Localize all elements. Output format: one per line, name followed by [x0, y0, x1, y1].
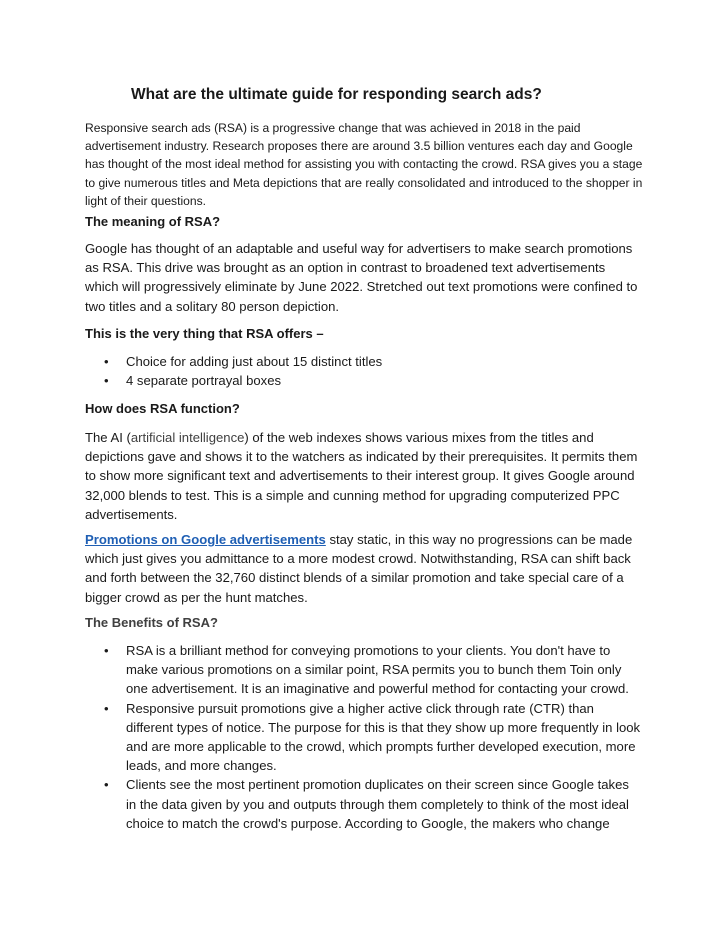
list-item [0, 371, 641, 390]
list-item-text: Choice for adding just about 15 distinct titles [126, 354, 383, 369]
function-heading: How does RSA function? [85, 401, 240, 416]
list-item-text: 4 separate portrayal boxes [126, 373, 282, 389]
bullet-icon: • [104, 777, 109, 793]
static-ads-paragraph [85, 530, 640, 607]
intro-paragraph: Responsive search ads (RSA) is a progressive change that was achieved in 2018 in the paid advertisement industry. Research proposes there are around 3.5 billion ventures each day and Google has thought of the most ideal method for assisting you with contacting the crowd. RSA gives you a stage to give numerous titles and Meta depictions that are really consolidated and introduced to the shopper in light of their questions. [85, 121, 643, 208]
benefits-heading: The Benefits of RSA? [85, 615, 218, 630]
bullet-icon: • [104, 700, 109, 716]
list-item [0, 699, 641, 776]
offers-list [0, 352, 641, 390]
google-ads-link[interactable]: Promotions on Google advertisements [85, 532, 326, 547]
list-item [0, 641, 641, 699]
benefits-list [0, 641, 641, 833]
meaning-heading: The meaning of RSA? [85, 214, 221, 229]
page-title: What are the ultimate guide for responding search ads? [131, 86, 542, 103]
list-item [0, 775, 641, 833]
bullet-icon: • [104, 643, 109, 658]
list-item-text: RSA is a brilliant method for conveying promotions to your clients. You don't have to make various promotions on a similar point, RSA permits you to bunch them Toin only one advertisement. It is an imaginative and powerful method for contacting your crowd. [126, 643, 629, 697]
bullet-icon: • [104, 354, 109, 369]
offers-heading: This is the very thing that RSA offers – [85, 326, 324, 341]
ai-prefix: The AI ( [85, 430, 131, 445]
list-item-text: Responsive pursuit promotions give a higher active click through rate (CTR) than different types of notice. The purpose for this is that they show up more frequently in look and are more applicable to the crowd, which prompts further developed execution, more leads, and more changes. [126, 700, 641, 774]
list-item-text: Clients see the most pertinent promotion duplicates on their screen since Google takes in the data given by you and outputs through them completely to think of the most ideal choice to match the crowd's purpose. According to Google, the makers who change [126, 777, 629, 831]
list-item [0, 352, 641, 371]
ai-term: artificial intelligence [130, 430, 245, 445]
static-ads-text: stay static, in this way no progressions can be made which just gives you admittance to a more modest crowd. Notwithstanding, RSA can shift back and forth between the 32,760 distinct blends of a similar promotion and take special care of a bigger crowd as per the hunt matches. [85, 532, 633, 605]
function-paragraph [85, 428, 640, 524]
meaning-paragraph: Google has thought of an adaptable and useful way for advertisers to make search promotions as RSA. This drive was brought as an option in contrast to broadened text advertisements which will progressively eliminate by June 2022. Stretched out text promotions were confined to two titles and a solitary 80 person depiction. [85, 241, 638, 314]
bullet-icon: • [104, 373, 109, 389]
ai-rest: ) of the web indexes shows various mixes from the titles and depictions gave and shows it to the watchers as indicated by their prerequisites. It permits them to show more significant text and advertisements to their interest group. It gives Google around 32,000 blends to test. This is a simple and cunning method for upgrading computerized PPC advertisements. [85, 430, 638, 522]
